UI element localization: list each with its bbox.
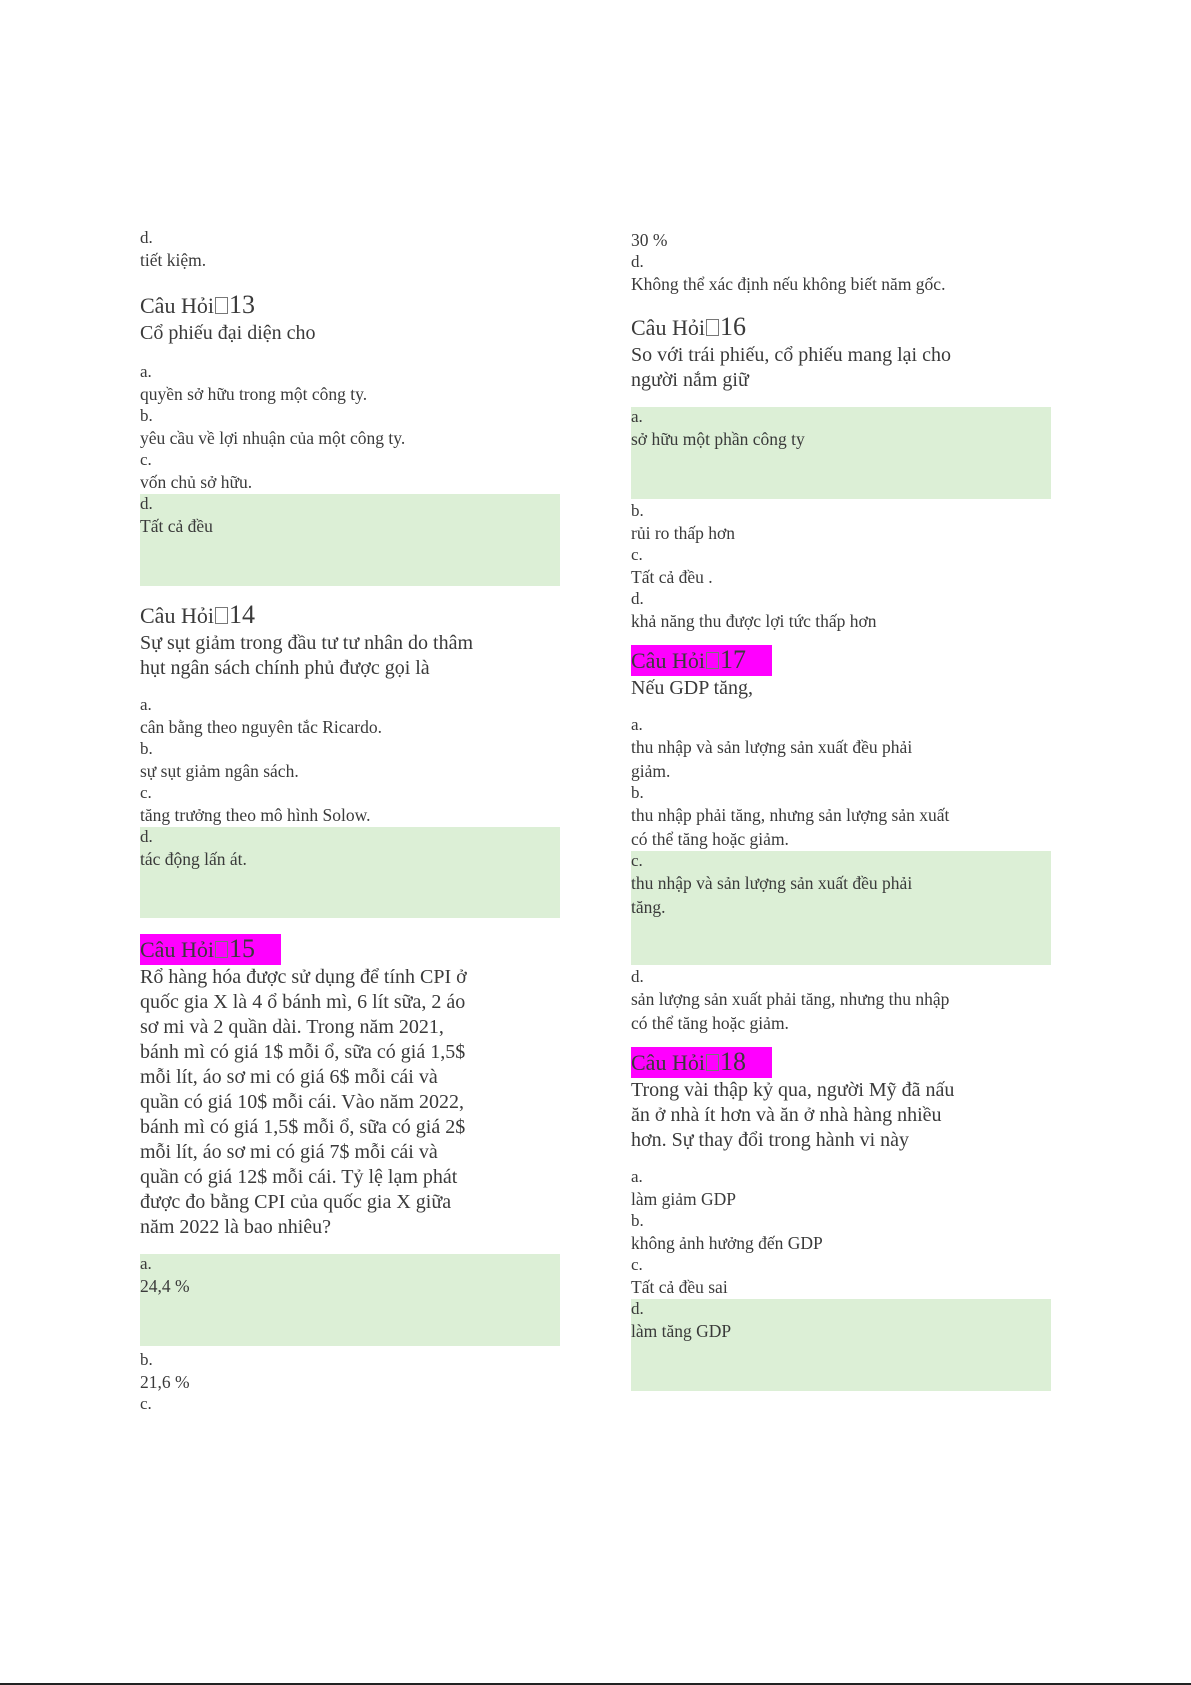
question-text: So với trái phiếu, cổ phiếu mang lại cho người nắm giữ [631,344,951,391]
option-letter[interactable]: a. [631,715,643,734]
option-text: làm tăng GDP [631,1321,732,1341]
option-text[interactable]: Tất cả đều sai [631,1277,728,1297]
option-letter: d. [140,494,153,513]
question-header: Câu Hỏi 13 [140,290,255,319]
option-text: thu nhập và sản lượng sản xuất đều phải tăng. [631,873,913,917]
question-header-highlighted: Câu Hỏi 18 [631,1047,772,1078]
question-text: Nếu GDP tăng, [631,677,754,699]
option-letter: c. [631,851,643,870]
option-text[interactable]: Tất cả đều . [631,567,713,587]
option-letter: d. [140,827,153,846]
option-letter: a. [631,407,643,426]
option-text[interactable]: khả năng thu được lợi tức thấp hơn [631,611,877,631]
option-text[interactable]: quyền sở hữu trong một công ty. [140,384,368,404]
question-18 [631,1047,1051,1391]
option-text[interactable]: thu nhập và sản lượng sản xuất đều phải giảm. [631,737,913,781]
option-letter: d. [631,1299,644,1318]
question-17 [631,645,1051,1035]
option-letter[interactable]: d. [631,967,644,986]
option-text[interactable]: sản lượng sản xuất phải tăng, nhưng thu nhập có thể tăng hoặc giảm. [631,989,950,1033]
option-letter[interactable]: a. [140,695,152,714]
option-text[interactable]: 21,6 % [140,1372,190,1392]
right-column [631,228,1051,1391]
option-text[interactable]: không ảnh hưởng đến GDP [631,1233,823,1253]
correct-answer-highlight[interactable] [631,851,1051,965]
option-letter[interactable]: b. [631,783,644,802]
option-text[interactable]: thu nhập phải tăng, nhưng sản lượng sản xuất có thể tăng hoặc giảm. [631,805,950,849]
option-letter[interactable]: a. [631,1167,643,1186]
option-text: sở hữu một phần công ty [631,429,805,449]
option-text[interactable]: làm giảm GDP [631,1189,736,1209]
question-14 [140,600,560,918]
question-15 [140,934,560,1414]
option-text: tác động lấn át. [140,849,247,869]
missing-glyph-box [215,297,228,314]
option-text: 24,4 % [140,1276,190,1296]
correct-answer-highlight[interactable] [631,1299,1051,1391]
question-text: Trong vài thập kỷ qua, người Mỹ đã nấu ăn ở nhà ít hơn và ăn ở nhà hàng nhiều hơn. Sự thay đổi trong hành vi này [631,1079,955,1151]
option-text[interactable]: tăng trưởng theo mô hình Solow. [140,805,371,825]
question-text: Cổ phiếu đại diện cho [140,322,316,344]
correct-answer-highlight[interactable] [631,407,1051,499]
correct-answer-highlight[interactable] [140,827,560,918]
option-letter[interactable]: c. [140,1394,152,1413]
option-text[interactable]: rủi ro thấp hơn [631,523,736,543]
option-letter[interactable]: b. [631,501,644,520]
option-letter[interactable]: b. [631,1211,644,1230]
option-letter[interactable]: c. [631,545,643,564]
question-header: Câu Hỏi 16 [631,312,746,341]
option-text[interactable]: cân bằng theo nguyên tắc Ricardo. [140,717,382,737]
option-text[interactable]: sự sụt giảm ngân sách. [140,761,299,781]
option-text[interactable]: 30 % [631,230,668,250]
question-16 [631,312,1051,633]
option-letter[interactable]: c. [140,783,152,802]
option-letter[interactable]: b. [140,1350,153,1369]
question-header: Câu Hỏi 14 [140,600,255,629]
question-header-highlighted: Câu Hỏi 15 [140,934,281,965]
option-text: Tất cả đều [140,516,213,536]
option-letter: a. [140,1254,152,1273]
missing-glyph-box [706,652,719,669]
question-13 [140,290,560,586]
option-letter[interactable]: d. [631,589,644,608]
correct-answer-highlight[interactable] [140,494,560,586]
option-text[interactable]: yêu cầu về lợi nhuận của một công ty. [140,428,406,448]
option-letter[interactable]: b. [140,406,153,425]
option-letter: d. [140,228,153,247]
missing-glyph-box [706,1054,719,1071]
option-letter[interactable]: c. [631,1255,643,1274]
option-letter[interactable]: d. [631,252,644,271]
option-text: tiết kiệm. [140,250,207,270]
option-letter[interactable]: a. [140,362,152,381]
question-text: Sự sụt giảm trong đầu tư tư nhân do thâm hụt ngân sách chính phủ được gọi là [140,632,474,679]
option-letter[interactable]: b. [140,739,153,758]
option-letter[interactable]: c. [140,450,152,469]
missing-glyph-box [215,607,228,624]
option-text[interactable]: vốn chủ sở hữu. [140,472,253,492]
left-column [140,228,560,1414]
question-header-highlighted: Câu Hỏi 17 [631,645,772,676]
correct-answer-highlight[interactable] [140,1254,560,1346]
missing-glyph-box [706,319,719,336]
question-text: Rổ hàng hóa được sử dụng để tính CPI ở quốc gia X là 4 ổ bánh mì, 6 lít sữa, 2 áo sơ mi và 2 quần dài. Trong năm 2021, bánh mì có giá 1$ mỗi ổ, sữa có giá 1,5$ mỗi lít, áo sơ mi có giá 6$ mỗi cái và quần có giá 10$ mỗi cái. Vào năm 2022, bánh mì có giá 1,5$ mỗi ổ, sữa có giá 2$ mỗi lít, áo sơ mi có giá 7$ mỗi cái và quần có giá 12$ mỗi cái. Tỷ lệ lạm phát được đo bằng CPI của quốc gia X giữa năm 2022 là bao nhiêu? [140,966,467,1238]
option-text[interactable]: Không thể xác định nếu không biết năm gốc. [631,274,946,294]
missing-glyph-box [215,941,228,958]
